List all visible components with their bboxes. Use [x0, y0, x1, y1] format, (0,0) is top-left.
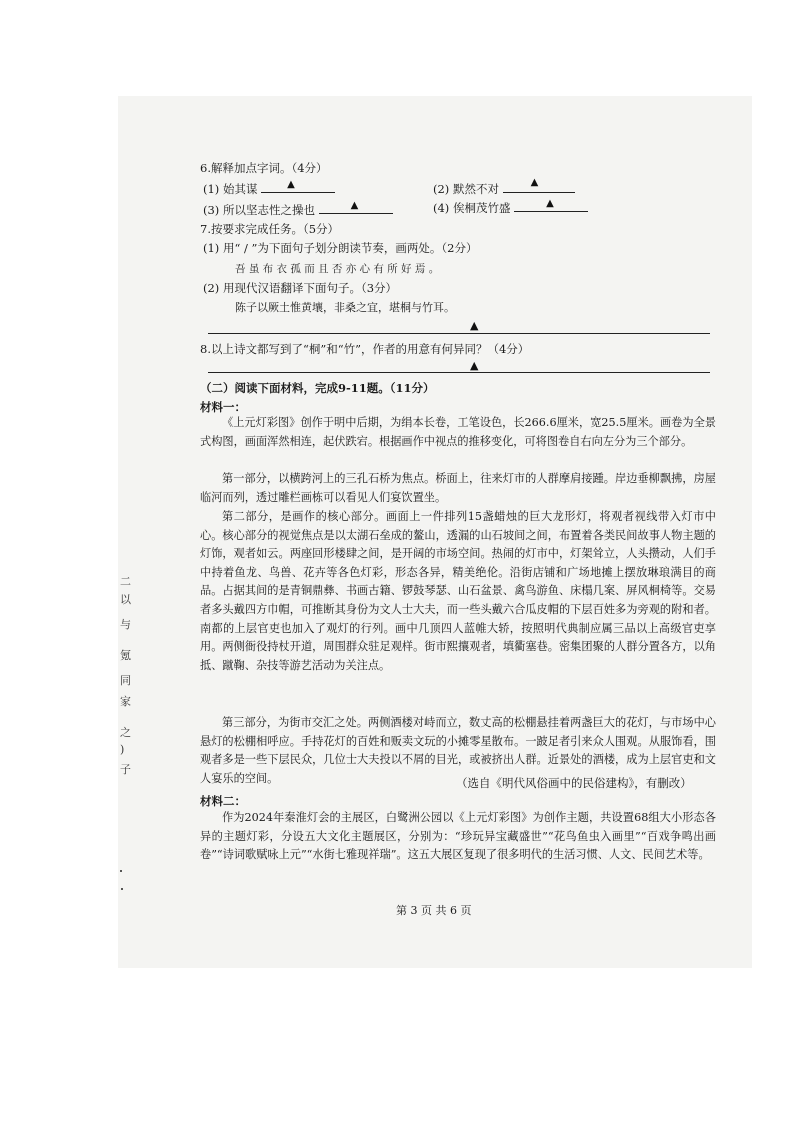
margin-char: 氪: [120, 649, 131, 662]
answer-blank[interactable]: [319, 201, 393, 214]
answer-marker-icon: ▲: [350, 200, 359, 211]
q6-item-4-label: (4) 俟桐茂竹盛: [433, 201, 511, 215]
answer-blank[interactable]: [503, 177, 575, 193]
material-1-paragraph-2: 第一部分，以横跨河上的三孔石桥为焦点。桥面上，往来灯市的人群摩肩接踵。岸边垂柳飘拂，房屋临河而列，透过雕栏画栋可以看见人们宴饮置坐。: [200, 472, 716, 504]
q6-item-3-label: (3) 所以坚志性之操也: [203, 203, 315, 217]
margin-char: 同: [120, 674, 131, 687]
q6-item-2-label: (2) 默然不对: [433, 182, 499, 196]
margin-char: 以: [120, 593, 131, 606]
material-1-paragraph-3: 第二部分，是画作的核心部分。画面上一件排列15盏蜡烛的巨大龙形灯，将观者视线带入灯市中心。核心部分的视觉焦点是以太湖石垒成的鳌山，透漏的山石坡间之间，布置着各类民间故事人物主题的灯饰，观者如云。两座回形楼肆之间，是开阔的市场空间。热闹的灯市中，灯架耸立，人头攒动，人们手中持着鱼龙、鸟兽、花卉等各色灯彩，形态各异，精美绝伦。沿街店铺和广场地摊上摆放琳琅满目的商品。占据其间的是青铜鼎彝、书画古籍、锣鼓琴瑟、山石盆景、禽鸟游鱼、床榻几案、屏风桐椅等。交易者多头戴四方巾帽，可推断其身份为文人士大夫，而一些头戴六合瓜皮帽的下层百姓多为旁观的附和者。南都的上层官吏也加入了观灯的行列。画中几顶四人蓝帷大轿，按照明代典制应属三品以上高级官吏享用。两侧衙役持杖开道，周围群众驻足观样。街市熙攘观者，填衢塞巷。密集团聚的人群分置各方，以角抵、蹴鞠、杂技等游艺活动为关注点。: [200, 510, 716, 672]
answer-marker-icon: ▲: [470, 359, 479, 372]
scan-speck: [120, 870, 122, 872]
margin-char: ): [120, 743, 125, 756]
q7-sentence-1: 吾 虽 布 衣 孤 而 且 否 亦 心 有 所 好 焉 。: [235, 263, 440, 275]
q7-title: 7.按要求完成任务。（5分）: [200, 222, 340, 236]
material-2-paragraph-1: 作为2024年秦淮灯会的主展区，白鹭洲公园以《上元灯彩图》为创作主题，共设置68组大小形态各异的主题灯彩，分设五大文化主题展区，分别为：“珍玩异宝藏盛世”“花鸟鱼虫入画里”“百戏争鸣出画卷”“诗词歌赋咏上元”“水街七雅现祥瑞”。这五大展区复现了很多明代的生活习惯、人文、民间艺术等。: [200, 811, 716, 862]
answer-marker-icon: ▲: [546, 198, 554, 209]
q6-item-1-label: (1) 始其谋: [203, 182, 258, 196]
q8-title: 8.以上诗文都写到了“桐”和“竹”，作者的用意有何异同？（4分）: [200, 342, 530, 356]
q7-sub-1: (1) 用“ / ”为下面句子划分朗读节奏，画两处。（2分）: [203, 241, 478, 255]
material-1-source: （选自《明代风俗画中的民俗建构》，有删改）: [456, 776, 692, 790]
q7-sentence-2: 陈子以厥土惟黄壤，非桑之宜，堪桐与竹耳。: [235, 301, 455, 314]
answer-blank[interactable]: [261, 180, 335, 193]
q6-item-3: [203, 201, 393, 218]
margin-char: 与: [120, 618, 131, 631]
material-2-label: 材料二：: [200, 794, 246, 808]
margin-char: 子: [120, 763, 131, 776]
page-number: 第 3 页 共 6 页: [396, 904, 472, 917]
material-1-paragraph-1: 《上元灯彩图》创作于明中后期，为绢本长卷，工笔设色，长266.6厘米，宽25.5厘米。画卷为全景式构图，画面浑然相连，起伏跌宕。根据画作中视点的推移变化，可将图卷自右向左分为三个部分。: [200, 416, 716, 448]
section-heading: （二）阅读下面材料，完成9-11题。（11分）: [200, 381, 435, 395]
margin-char: 之: [120, 726, 131, 739]
scan-speck: [121, 888, 123, 890]
material-1-label: 材料一：: [200, 400, 246, 414]
answer-line[interactable]: [208, 333, 710, 334]
q6-title: 6.解释加点字词。（4分）: [200, 161, 328, 175]
answer-marker-icon: ▲: [530, 177, 539, 188]
q6-item-1: [203, 180, 335, 197]
answer-marker-icon: ▲: [470, 319, 479, 332]
q7-sub-2: (2) 用现代汉语翻译下面句子。（3分）: [203, 281, 398, 295]
answer-line[interactable]: [208, 372, 710, 373]
q6-item-2: [433, 177, 575, 197]
q6-item-4: [433, 199, 588, 216]
margin-char: 二: [120, 575, 131, 588]
material-1-paragraph-4: 第三部分，为街市交汇之处。两侧酒楼对峙而立，数丈高的松棚悬挂着两盏巨大的花灯，与市场中心悬灯的松棚相呼应。手持花灯的百姓和贩卖文玩的小摊零星散布。一跛足者引来众人围观。从服饰看，围观者多是一些下层民众，几位士大夫投以不屑的目光，或被挤出人群。近景处的酒楼，成为上层官吏和文人宴乐的空间。: [200, 716, 716, 785]
answer-blank[interactable]: [514, 199, 588, 212]
answer-marker-icon: ▲: [287, 179, 295, 190]
margin-char: 家: [120, 695, 131, 708]
